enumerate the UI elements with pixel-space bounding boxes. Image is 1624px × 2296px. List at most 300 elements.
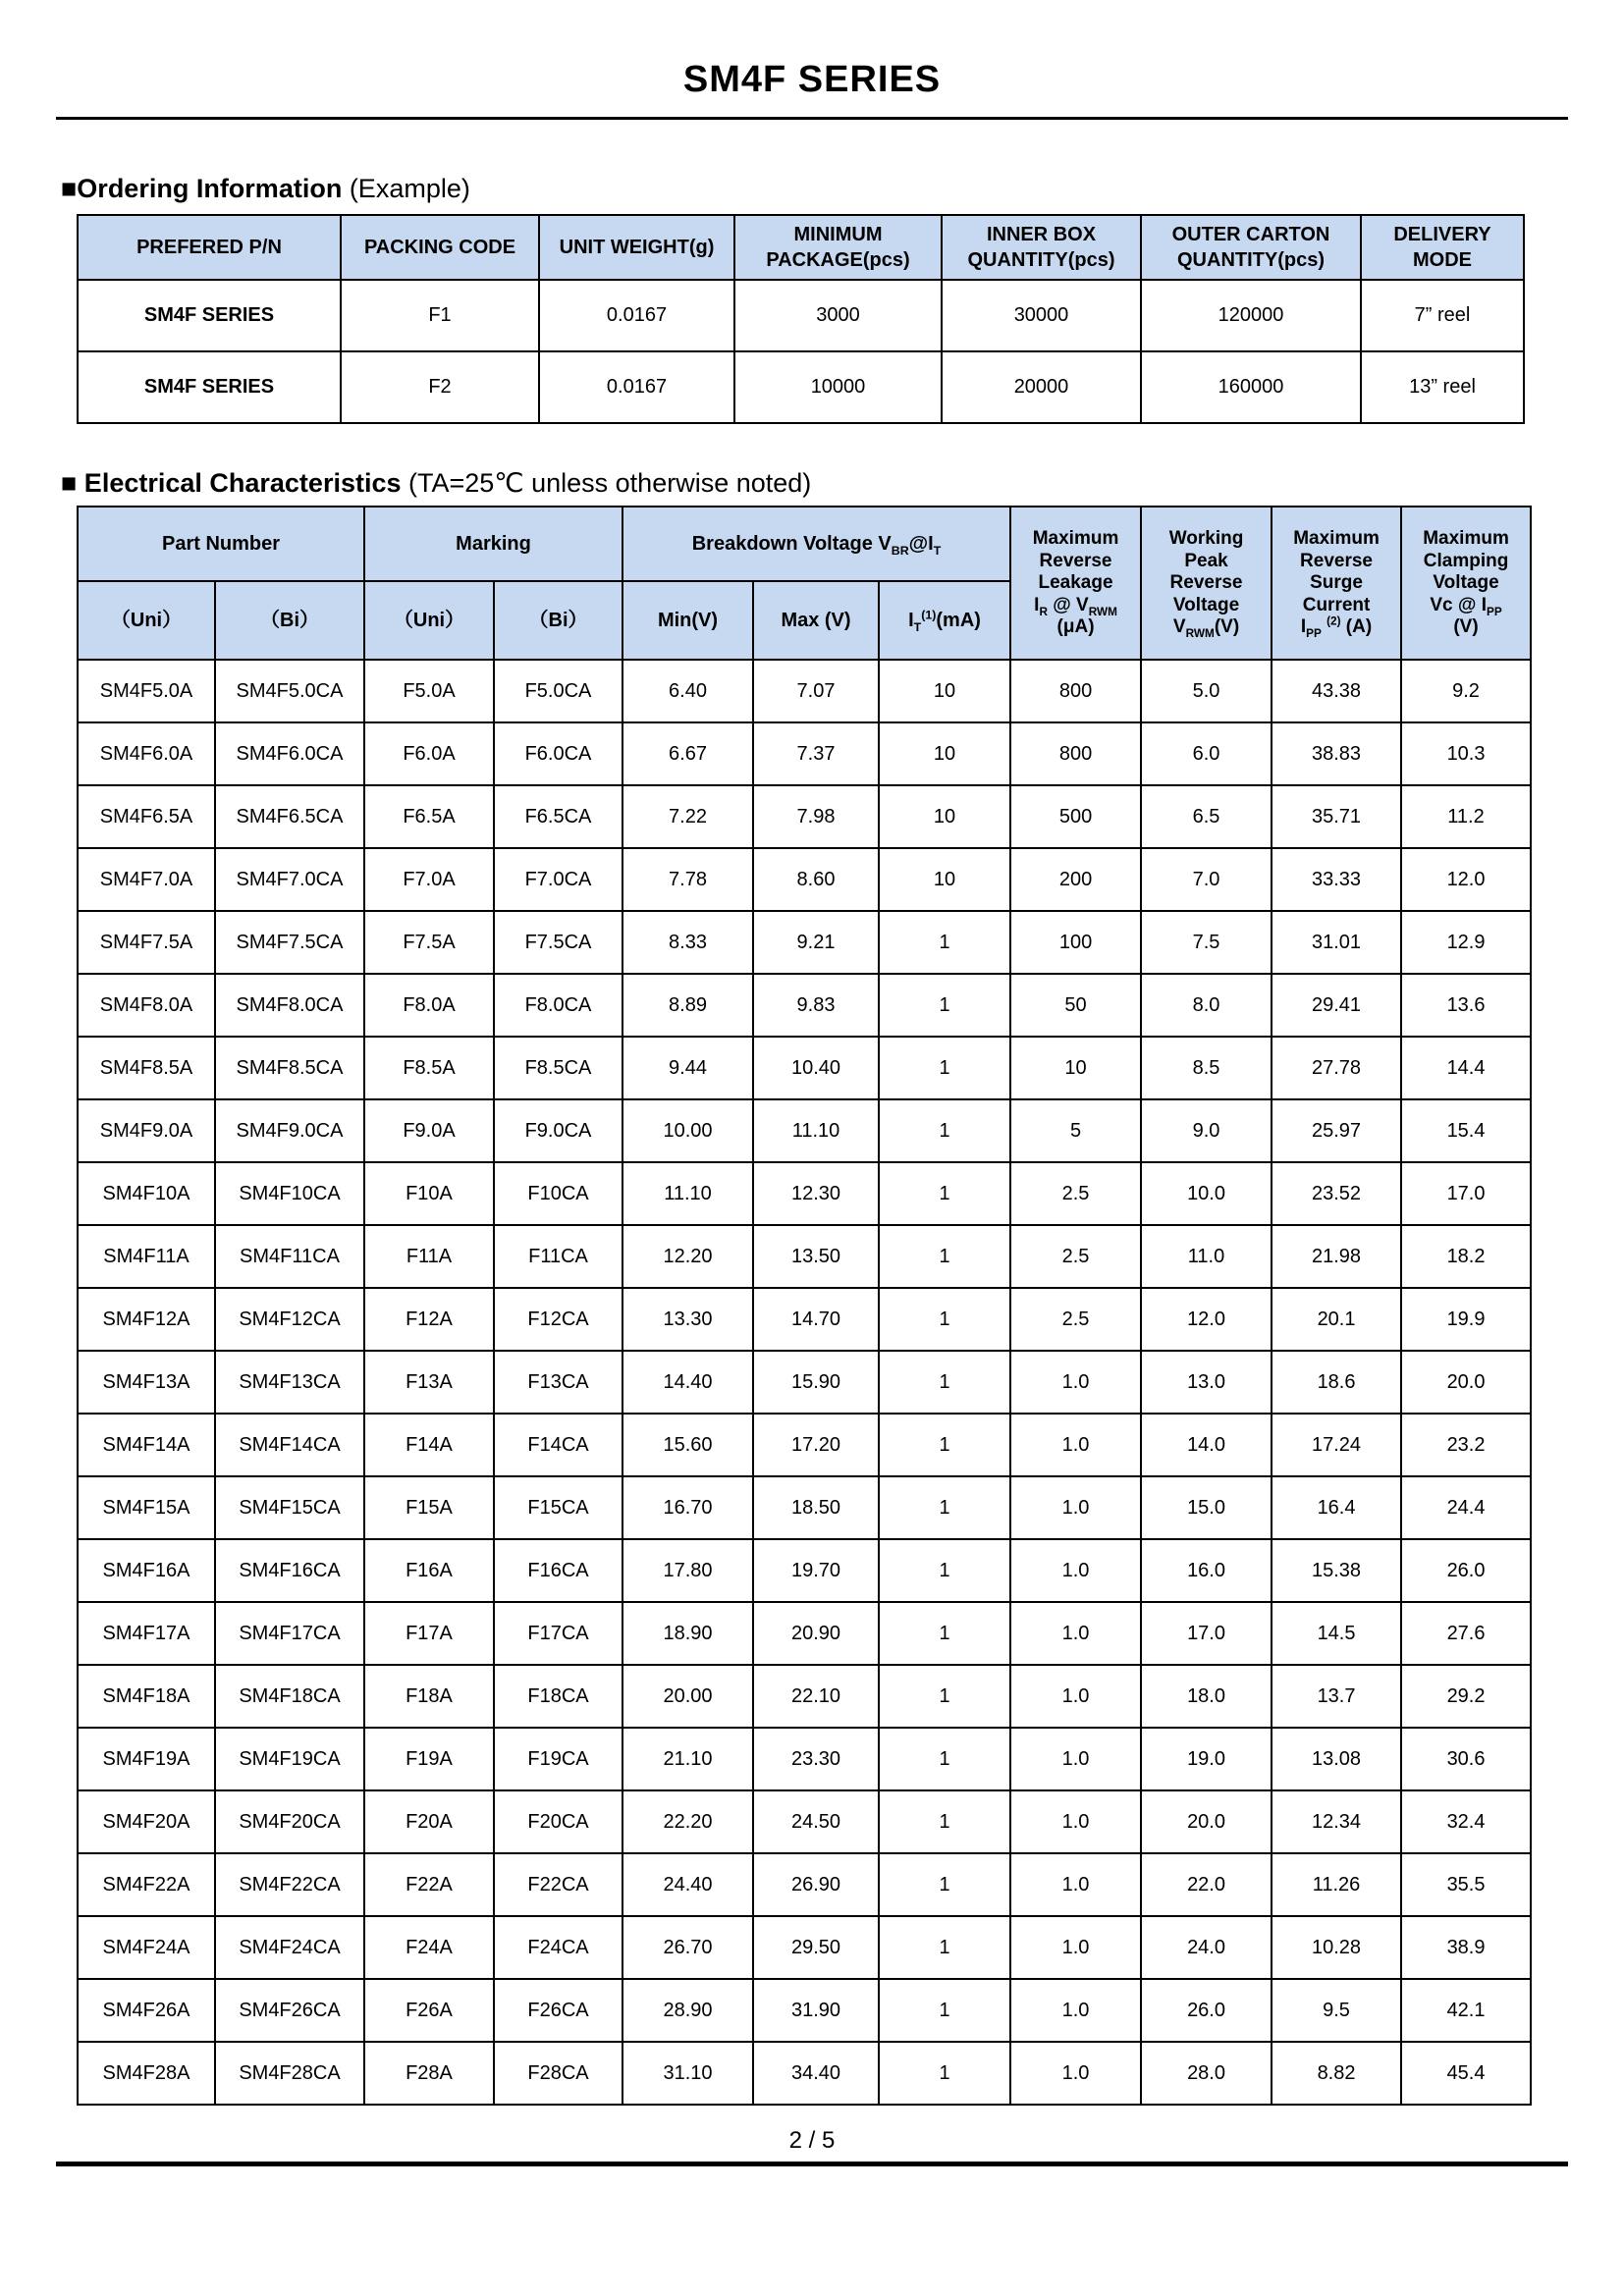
table-cell: SM4F12A (78, 1288, 215, 1351)
table-cell: SM4F28CA (215, 2042, 364, 2105)
table-cell: 28.0 (1141, 2042, 1272, 2105)
table-cell: 35.71 (1272, 785, 1401, 848)
table-cell: 1 (879, 1539, 1010, 1602)
table-cell: 1 (879, 1037, 1010, 1099)
electrical-group-header-row (78, 507, 1531, 581)
column-header-working-peak-reverse-voltage: Working Peak Reverse Voltage $V_{RWM}(V)$ (1141, 507, 1272, 660)
table-cell: 28.90 (623, 1979, 753, 2042)
table-cell: SM4F8.5CA (215, 1037, 364, 1099)
table-cell: F5.0CA (494, 660, 623, 722)
table-row (78, 660, 1531, 722)
table-row (78, 1476, 1531, 1539)
table-cell: 1.0 (1010, 1916, 1141, 1979)
table-cell: 12.34 (1272, 1790, 1401, 1853)
table-cell: 7.0 (1141, 848, 1272, 911)
table-cell: F14A (364, 1414, 494, 1476)
table-cell: 18.50 (753, 1476, 879, 1539)
table-cell: SM4F24A (78, 1916, 215, 1979)
table-cell: 10.40 (753, 1037, 879, 1099)
electrical-heading-text: ■ Electrical Characteristics (61, 467, 402, 498)
table-cell: 17.20 (753, 1414, 879, 1476)
table-cell: F18A (364, 1665, 494, 1728)
table-cell: SM4F15A (78, 1476, 215, 1539)
table-cell: SM4F18CA (215, 1665, 364, 1728)
column-header-unit-weight: UNIT WEIGHT(g) (539, 215, 734, 280)
group-header-marking: Marking (364, 507, 623, 581)
table-cell: 9.21 (753, 911, 879, 974)
table-cell: F18CA (494, 1665, 623, 1728)
table-cell: 10.0 (1141, 1162, 1272, 1225)
table-cell: 20.0 (1141, 1790, 1272, 1853)
table-cell: 100 (1010, 911, 1141, 974)
table-cell: SM4F7.0A (78, 848, 215, 911)
table-cell: F28A (364, 2042, 494, 2105)
table-cell: SM4F26A (78, 1979, 215, 2042)
table-cell: F12A (364, 1288, 494, 1351)
table-cell: 10000 (734, 351, 942, 423)
table-cell: 14.0 (1141, 1414, 1272, 1476)
table-cell: 13.7 (1272, 1665, 1401, 1728)
table-cell: 20.00 (623, 1665, 753, 1728)
table-cell: F28CA (494, 2042, 623, 2105)
table-row (78, 1099, 1531, 1162)
table-cell: 1 (879, 1916, 1010, 1979)
table-cell: 10.00 (623, 1099, 753, 1162)
table-cell: 5 (1010, 1099, 1141, 1162)
table-cell: 15.38 (1272, 1539, 1401, 1602)
table-cell: F7.0CA (494, 848, 623, 911)
table-cell: 50 (1010, 974, 1141, 1037)
table-cell: 1 (879, 1099, 1010, 1162)
table-cell: F20A (364, 1790, 494, 1853)
table-cell: 42.1 (1401, 1979, 1531, 2042)
ordering-section-heading (61, 175, 1624, 204)
table-row (78, 1602, 1531, 1665)
table-cell: 31.01 (1272, 911, 1401, 974)
table-cell: 43.38 (1272, 660, 1401, 722)
table-cell: 7.37 (753, 722, 879, 785)
table-cell: 19.70 (753, 1539, 879, 1602)
table-cell: 15.4 (1401, 1099, 1531, 1162)
table-cell: 19.9 (1401, 1288, 1531, 1351)
table-cell: 1 (879, 2042, 1010, 2105)
table-cell: 7.22 (623, 785, 753, 848)
electrical-heading-note: (TA=25℃ unless otherwise noted) (401, 467, 812, 498)
table-cell: 12.9 (1401, 911, 1531, 974)
table-cell: SM4F8.0A (78, 974, 215, 1037)
sub-header-it-ma: $I_T^{(1)}(mA)$ (879, 581, 1010, 660)
table-cell: F16A (364, 1539, 494, 1602)
table-cell: 1 (879, 1351, 1010, 1414)
table-cell: SM4F6.0CA (215, 722, 364, 785)
table-cell: SM4F7.0CA (215, 848, 364, 911)
table-cell: 7.07 (753, 660, 879, 722)
table-cell: SM4F5.0CA (215, 660, 364, 722)
table-cell: 26.0 (1401, 1539, 1531, 1602)
table-row (78, 785, 1531, 848)
table-row (78, 1790, 1531, 1853)
table-cell: 1.0 (1010, 2042, 1141, 2105)
table-cell: F11A (364, 1225, 494, 1288)
table-cell: SM4F15CA (215, 1476, 364, 1539)
table-cell: 9.5 (1272, 1979, 1401, 2042)
table-cell: 17.24 (1272, 1414, 1401, 1476)
table-cell: 11.0 (1141, 1225, 1272, 1288)
table-cell: F9.0A (364, 1099, 494, 1162)
column-header-packing-code: PACKING CODE (341, 215, 539, 280)
table-cell: SM4F9.0A (78, 1099, 215, 1162)
table-cell: 1.0 (1010, 1414, 1141, 1476)
page-title: SM4F SERIES (682, 59, 942, 100)
table-cell: 1 (879, 1288, 1010, 1351)
sub-header-part-bi: （Bi） (215, 581, 364, 660)
table-cell: SM4F18A (78, 1665, 215, 1728)
table-cell: SM4F6.0A (78, 722, 215, 785)
table-row (78, 1225, 1531, 1288)
table-cell: 1 (879, 911, 1010, 974)
table-cell: 1 (879, 1225, 1010, 1288)
table-cell: 22.10 (753, 1665, 879, 1728)
table-cell: SM4F16CA (215, 1539, 364, 1602)
table-cell: F1 (341, 280, 539, 351)
table-cell: SM4F11A (78, 1225, 215, 1288)
table-cell: 10.3 (1401, 722, 1531, 785)
table-row (78, 1979, 1531, 2042)
table-row (78, 1665, 1531, 1728)
table-cell: 10 (879, 660, 1010, 722)
table-cell: 35.5 (1401, 1853, 1531, 1916)
table-cell: SM4F28A (78, 2042, 215, 2105)
table-cell: 1 (879, 1476, 1010, 1539)
table-row (78, 1539, 1531, 1602)
ordering-header-row (78, 215, 1524, 280)
table-cell: 10 (879, 722, 1010, 785)
table-cell: SM4F SERIES (78, 280, 341, 351)
table-row (78, 1288, 1531, 1351)
table-cell: SM4F14CA (215, 1414, 364, 1476)
table-cell: 24.0 (1141, 1916, 1272, 1979)
table-cell: F2 (341, 351, 539, 423)
table-cell: 5.0 (1141, 660, 1272, 722)
table-cell: 16.4 (1272, 1476, 1401, 1539)
table-cell: F8.0A (364, 974, 494, 1037)
table-cell: SM4F20A (78, 1790, 215, 1853)
table-cell: 7.5 (1141, 911, 1272, 974)
table-cell: SM4F10CA (215, 1162, 364, 1225)
table-row (78, 911, 1531, 974)
title-divider (56, 117, 1568, 120)
table-cell: 31.10 (623, 2042, 753, 2105)
table-cell: 0.0167 (539, 280, 734, 351)
table-cell: 14.40 (623, 1351, 753, 1414)
column-header-outer-carton: OUTER CARTON QUANTITY(pcs) (1141, 215, 1361, 280)
table-cell: F22A (364, 1853, 494, 1916)
column-header-minimum-package: MINIMUM PACKAGE(pcs) (734, 215, 942, 280)
table-cell: 21.10 (623, 1728, 753, 1790)
table-cell: 12.0 (1141, 1288, 1272, 1351)
table-cell: 1.0 (1010, 1602, 1141, 1665)
table-cell: F6.5CA (494, 785, 623, 848)
table-cell: F8.5CA (494, 1037, 623, 1099)
table-cell: 1 (879, 974, 1010, 1037)
table-cell: 1.0 (1010, 1476, 1141, 1539)
table-cell: F6.0CA (494, 722, 623, 785)
table-cell: F5.0A (364, 660, 494, 722)
table-cell: F26CA (494, 1979, 623, 2042)
table-cell: 9.0 (1141, 1099, 1272, 1162)
column-header-inner-box: INNER BOX QUANTITY(pcs) (942, 215, 1141, 280)
table-cell: 13.50 (753, 1225, 879, 1288)
table-cell: 10 (879, 785, 1010, 848)
table-cell: 20.90 (753, 1602, 879, 1665)
table-cell: 27.78 (1272, 1037, 1401, 1099)
table-cell: 10 (1010, 1037, 1141, 1099)
table-cell: 20.0 (1401, 1351, 1531, 1414)
table-cell: 32.4 (1401, 1790, 1531, 1853)
table-cell: 1 (879, 1728, 1010, 1790)
table-cell: 1 (879, 1162, 1010, 1225)
sub-header-part-uni: （Uni） (78, 581, 215, 660)
table-cell: 1.0 (1010, 1539, 1141, 1602)
table-cell: F7.5CA (494, 911, 623, 974)
table-cell: F14CA (494, 1414, 623, 1476)
table-cell: SM4F7.5A (78, 911, 215, 974)
table-cell: SM4F16A (78, 1539, 215, 1602)
table-cell: 29.2 (1401, 1665, 1531, 1728)
table-cell: SM4F12CA (215, 1288, 364, 1351)
table-cell: F12CA (494, 1288, 623, 1351)
table-cell: 2.5 (1010, 1225, 1141, 1288)
column-header-delivery-mode: DELIVERY MODE (1361, 215, 1524, 280)
table-cell: 13.6 (1401, 974, 1531, 1037)
table-cell: F6.5A (364, 785, 494, 848)
table-cell: SM4F6.5CA (215, 785, 364, 848)
table-cell: SM4F22CA (215, 1853, 364, 1916)
table-cell: F15CA (494, 1476, 623, 1539)
column-header-max-reverse-surge-current: Maximum Reverse Surge Current $I_{PP}$ $^{(2)}$ (A) (1272, 507, 1401, 660)
table-cell: 17.0 (1141, 1602, 1272, 1665)
table-cell: 17.0 (1401, 1162, 1531, 1225)
table-cell: 30.6 (1401, 1728, 1531, 1790)
table-cell: 8.82 (1272, 2042, 1401, 2105)
table-cell: 18.2 (1401, 1225, 1531, 1288)
table-cell: 24.50 (753, 1790, 879, 1853)
table-cell: 800 (1010, 722, 1141, 785)
table-cell: SM4F22A (78, 1853, 215, 1916)
table-cell: 7.98 (753, 785, 879, 848)
table-cell: SM4F26CA (215, 1979, 364, 2042)
table-cell: SM4F13CA (215, 1351, 364, 1414)
table-cell: 14.4 (1401, 1037, 1531, 1099)
table-cell: 20.1 (1272, 1288, 1401, 1351)
table-cell: 6.67 (623, 722, 753, 785)
table-cell: 7.78 (623, 848, 753, 911)
table-cell: 11.2 (1401, 785, 1531, 848)
column-header-max-reverse-leakage: Maximum Reverse Leakage $I_R$ @ $V_{RWM}$ (μA) (1010, 507, 1141, 660)
table-cell: F13A (364, 1351, 494, 1414)
table-cell: F24A (364, 1916, 494, 1979)
table-cell: 24.40 (623, 1853, 753, 1916)
table-cell: 16.0 (1141, 1539, 1272, 1602)
table-cell: F19CA (494, 1728, 623, 1790)
table-cell: 15.90 (753, 1351, 879, 1414)
table-cell: SM4F11CA (215, 1225, 364, 1288)
table-cell: 9.44 (623, 1037, 753, 1099)
table-cell: 13.08 (1272, 1728, 1401, 1790)
table-cell: SM4F6.5A (78, 785, 215, 848)
table-cell: 12.20 (623, 1225, 753, 1288)
table-cell: 25.97 (1272, 1099, 1401, 1162)
table-cell: 15.60 (623, 1414, 753, 1476)
table-cell: 1.0 (1010, 1728, 1141, 1790)
table-cell: 8.60 (753, 848, 879, 911)
table-cell: 120000 (1141, 280, 1361, 351)
table-cell: 8.89 (623, 974, 753, 1037)
table-cell: 2.5 (1010, 1288, 1141, 1351)
table-cell: 1.0 (1010, 1790, 1141, 1853)
column-header-max-clamping-voltage: Maximum Clamping Voltage Vc @ $I_{PP}$ (V) (1401, 507, 1531, 660)
table-row (78, 848, 1531, 911)
table-cell: F15A (364, 1476, 494, 1539)
table-cell: 8.5 (1141, 1037, 1272, 1099)
table-cell: 34.40 (753, 2042, 879, 2105)
table-row (78, 1728, 1531, 1790)
table-row (78, 1162, 1531, 1225)
table-cell: 16.70 (623, 1476, 753, 1539)
sub-header-min-v: Min(V) (623, 581, 753, 660)
table-row (78, 1414, 1531, 1476)
table-cell: F8.0CA (494, 974, 623, 1037)
table-cell: 500 (1010, 785, 1141, 848)
table-cell: F8.5A (364, 1037, 494, 1099)
table-cell: 10.28 (1272, 1916, 1401, 1979)
table-cell: F19A (364, 1728, 494, 1790)
table-cell: 14.70 (753, 1288, 879, 1351)
electrical-characteristics-table (77, 506, 1532, 2106)
table-row (78, 280, 1524, 351)
table-cell: 200 (1010, 848, 1141, 911)
sub-header-marking-bi: （Bi） (494, 581, 623, 660)
table-cell: 6.5 (1141, 785, 1272, 848)
table-cell: 13” reel (1361, 351, 1524, 423)
table-cell: F26A (364, 1979, 494, 2042)
table-cell: 23.2 (1401, 1414, 1531, 1476)
table-cell: SM4F8.0CA (215, 974, 364, 1037)
table-cell: SM4F8.5A (78, 1037, 215, 1099)
table-cell: SM4F14A (78, 1414, 215, 1476)
table-cell: SM4F7.5CA (215, 911, 364, 974)
table-cell: 38.9 (1401, 1916, 1531, 1979)
table-cell: 18.0 (1141, 1665, 1272, 1728)
table-cell: 1.0 (1010, 1853, 1141, 1916)
table-cell: 11.10 (753, 1099, 879, 1162)
table-cell: 21.98 (1272, 1225, 1401, 1288)
table-cell: 33.33 (1272, 848, 1401, 911)
table-cell: 29.41 (1272, 974, 1401, 1037)
table-cell: 1 (879, 1790, 1010, 1853)
table-cell: 1.0 (1010, 1351, 1141, 1414)
group-header-breakdown-voltage: Breakdown Voltage $V_{BR}@I_T$ (623, 507, 1010, 581)
table-cell: 1.0 (1010, 1665, 1141, 1728)
table-cell: 18.6 (1272, 1351, 1401, 1414)
table-cell: SM4F5.0A (78, 660, 215, 722)
table-cell: 1 (879, 1414, 1010, 1476)
table-cell: 14.5 (1272, 1602, 1401, 1665)
table-cell: 1.0 (1010, 1979, 1141, 2042)
table-cell: F24CA (494, 1916, 623, 1979)
column-header-prefered-pn: PREFERED P/N (78, 215, 341, 280)
table-cell: 1 (879, 1979, 1010, 2042)
table-cell: F16CA (494, 1539, 623, 1602)
table-cell: 11.10 (623, 1162, 753, 1225)
table-cell: SM4F17A (78, 1602, 215, 1665)
table-cell: SM4F19A (78, 1728, 215, 1790)
table-cell: SM4F10A (78, 1162, 215, 1225)
table-cell: 26.70 (623, 1916, 753, 1979)
table-cell: F7.5A (364, 911, 494, 974)
table-cell: 0.0167 (539, 351, 734, 423)
table-cell: 45.4 (1401, 2042, 1531, 2105)
table-row (78, 974, 1531, 1037)
table-cell: F13CA (494, 1351, 623, 1414)
table-row (78, 1037, 1531, 1099)
table-cell: 23.30 (753, 1728, 879, 1790)
table-cell: 17.80 (623, 1539, 753, 1602)
footer-divider (56, 2162, 1568, 2166)
table-cell: 26.90 (753, 1853, 879, 1916)
table-cell: 13.30 (623, 1288, 753, 1351)
table-cell: 9.2 (1401, 660, 1531, 722)
table-row (78, 1853, 1531, 1916)
table-cell: 1 (879, 1602, 1010, 1665)
table-cell: SM4F19CA (215, 1728, 364, 1790)
table-row (78, 1916, 1531, 1979)
table-row (78, 722, 1531, 785)
table-cell: 1 (879, 1853, 1010, 1916)
table-cell: 23.52 (1272, 1162, 1401, 1225)
table-cell: 1 (879, 1665, 1010, 1728)
table-cell: 27.6 (1401, 1602, 1531, 1665)
table-cell: 8.0 (1141, 974, 1272, 1037)
table-cell: SM4F17CA (215, 1602, 364, 1665)
table-cell: 22.20 (623, 1790, 753, 1853)
table-row (78, 2042, 1531, 2105)
table-cell: 29.50 (753, 1916, 879, 1979)
table-cell: SM4F20CA (215, 1790, 364, 1853)
table-cell: 24.4 (1401, 1476, 1531, 1539)
table-row (78, 351, 1524, 423)
table-cell: F10A (364, 1162, 494, 1225)
table-cell: 160000 (1141, 351, 1361, 423)
ordering-heading-note: (Example) (342, 174, 470, 203)
table-cell: F9.0CA (494, 1099, 623, 1162)
table-cell: 12.0 (1401, 848, 1531, 911)
table-cell: SM4F9.0CA (215, 1099, 364, 1162)
table-cell: 6.40 (623, 660, 753, 722)
page-number: 2 / 5 (788, 2127, 836, 2155)
table-cell: 7” reel (1361, 280, 1524, 351)
table-cell: F20CA (494, 1790, 623, 1853)
table-row (78, 1351, 1531, 1414)
table-cell: F17CA (494, 1602, 623, 1665)
table-cell: SM4F SERIES (78, 351, 341, 423)
table-cell: F7.0A (364, 848, 494, 911)
ordering-table (77, 214, 1525, 424)
table-cell: 10 (879, 848, 1010, 911)
table-cell: 31.90 (753, 1979, 879, 2042)
table-cell: 15.0 (1141, 1476, 1272, 1539)
table-cell: SM4F24CA (215, 1916, 364, 1979)
